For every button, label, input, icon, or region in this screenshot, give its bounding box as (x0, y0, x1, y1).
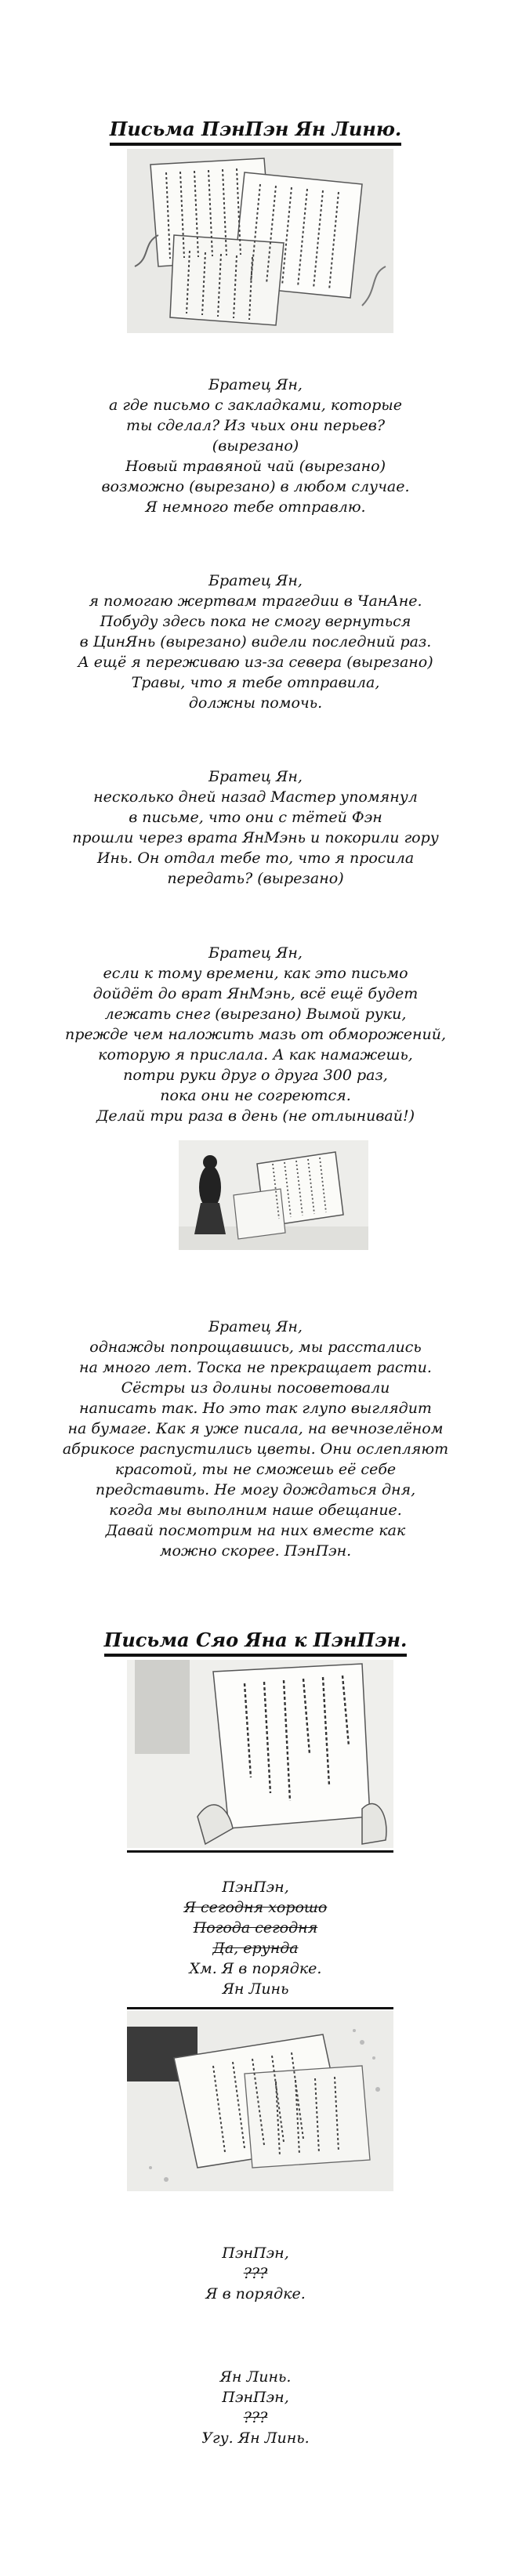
letter-block-4 (0, 943, 511, 1126)
struck-line: ??? (243, 2409, 268, 2426)
letter-line: на много лет. Тоска не прекращает расти. (79, 1359, 432, 1376)
letter-greeting: ПэнПэн, (222, 1879, 289, 1896)
letter-line: Новый травяной чай (вырезано) (125, 458, 386, 475)
letter-line: прежде чем наложить мазь от обморожений, (64, 1026, 447, 1043)
letter-line: абрикосе распустились цветы. Они ослепляют (62, 1440, 449, 1458)
letter-block-1 (0, 375, 511, 517)
letter-block-2 (0, 571, 511, 713)
letter-line: прошли через врата ЯнМэнь и покорили гору (72, 829, 439, 846)
letter-line: Хм. Я в порядке. (189, 1960, 322, 1977)
letter-line: (вырезано) (212, 437, 299, 455)
struck-line: ??? (243, 2265, 268, 2282)
reply-letter-1 (0, 1877, 511, 1999)
desk-with-papers-illustration (127, 2011, 393, 2191)
reply-letter-2 (0, 2243, 511, 2304)
struck-line: Погода сегодня (193, 1919, 318, 1937)
scattered-letters-illustration (127, 149, 393, 333)
struck-line: Да, ерунда (212, 1940, 299, 1957)
letter-line: должны помочь. (188, 694, 323, 712)
struck-line: Я сегодня хорошо (183, 1899, 328, 1916)
letter-line: Братец Ян, (208, 572, 303, 589)
letter-line: Травы, что я тебе отправила, (131, 674, 380, 691)
letter-line: если к тому времени, как это письмо (103, 965, 408, 982)
letter-greeting: ПэнПэн, (222, 2244, 289, 2262)
panel-topline (127, 2007, 393, 2009)
section2-heading: Письма Сяо Яна к ПэнПэн. (0, 1629, 511, 1651)
letter-block-3 (0, 766, 511, 889)
letter-line: Ян Линь. (219, 2368, 292, 2386)
letter-line: возможно (вырезано) в любом случае. (101, 478, 410, 495)
letter-line: написать так. Но это так глупо выглядит (79, 1400, 432, 1417)
desk-papers-panel (127, 2011, 393, 2191)
letter-line: пока они не согреются. (160, 1087, 351, 1104)
letter-line: ты сделал? Из чьих они перьев? (125, 417, 386, 434)
letters-illustration-panel (127, 149, 393, 333)
letter-line: А ещё я переживаю из-за севера (вырезано) (78, 654, 433, 671)
letter-line: Братец Ян, (208, 944, 303, 962)
hands-letter-panel (127, 1660, 393, 1848)
letter-line: я помогаю жертвам трагедии в ЧанАне. (89, 592, 422, 610)
letter-line: дойдёт до врат ЯнМэнь, всё ещё будет (92, 985, 419, 1002)
letter-line: Братец Ян, (208, 768, 303, 785)
letter-greeting: ПэнПэн, (222, 2389, 289, 2406)
figure-with-papers-illustration (179, 1140, 368, 1250)
letter-block-5 (0, 1317, 511, 1561)
letter-line: Я в порядке. (205, 2285, 306, 2302)
letter-line: когда мы выполним наше обещание. (109, 1502, 402, 1519)
letter-line: а где письмо с закладками, которые (108, 397, 403, 414)
section1-heading: Письма ПэнПэн Ян Линю. (0, 118, 511, 140)
letter-line: на бумаге. Как я уже писала, на вечнозелёном (67, 1420, 444, 1437)
letter-line: Побуду здесь пока не смогу вернуться (100, 613, 411, 630)
letter-line: Братец Ян, (208, 376, 303, 393)
letter-line: Давай посмотрим на них вместе как (105, 1522, 406, 1539)
letter-signature: Ян Линь (222, 1980, 289, 1998)
hands-holding-letter-illustration (127, 1660, 393, 1848)
letter-signature: Угу. Ян Линь. (201, 2429, 310, 2447)
letter-line: несколько дней назад Мастер упомянул (93, 788, 418, 806)
letter-line: которую я прислала. А как намажешь, (98, 1046, 413, 1063)
figure-papers-panel (179, 1140, 368, 1250)
letter-line: красотой, ты не сможешь её себе (114, 1461, 397, 1478)
letter-line: представить. Не могу дождаться дня, (95, 1481, 416, 1498)
letter-line: потри руки друг о друга 300 раз, (123, 1067, 388, 1084)
letter-line: Братец Ян, (208, 1318, 303, 1335)
letter-line: можно скорее. ПэнПэн. (159, 1542, 352, 1560)
letter-line: в ЦинЯнь (вырезано) видели последний раз. (79, 633, 432, 650)
letter-line: в письме, что они с тётей Фэн (129, 809, 382, 826)
letter-line: Делай три раза в день (не отлынивай!) (96, 1107, 415, 1125)
letter-line: Инь. Он отдал тебе то, что я просила (96, 850, 415, 867)
letter-line: Сёстры из долины посоветовали (121, 1379, 390, 1397)
letter-line: передать? (вырезано) (167, 870, 344, 887)
letter-line: Я немного тебе отправлю. (145, 498, 366, 516)
letter-line: лежать снег (вырезано) Вымой руки, (104, 1005, 407, 1023)
panel-underline (127, 1850, 393, 1853)
reply-letter-3 (0, 2367, 511, 2448)
letter-line: однажды попрощавшись, мы расстались (89, 1339, 422, 1356)
